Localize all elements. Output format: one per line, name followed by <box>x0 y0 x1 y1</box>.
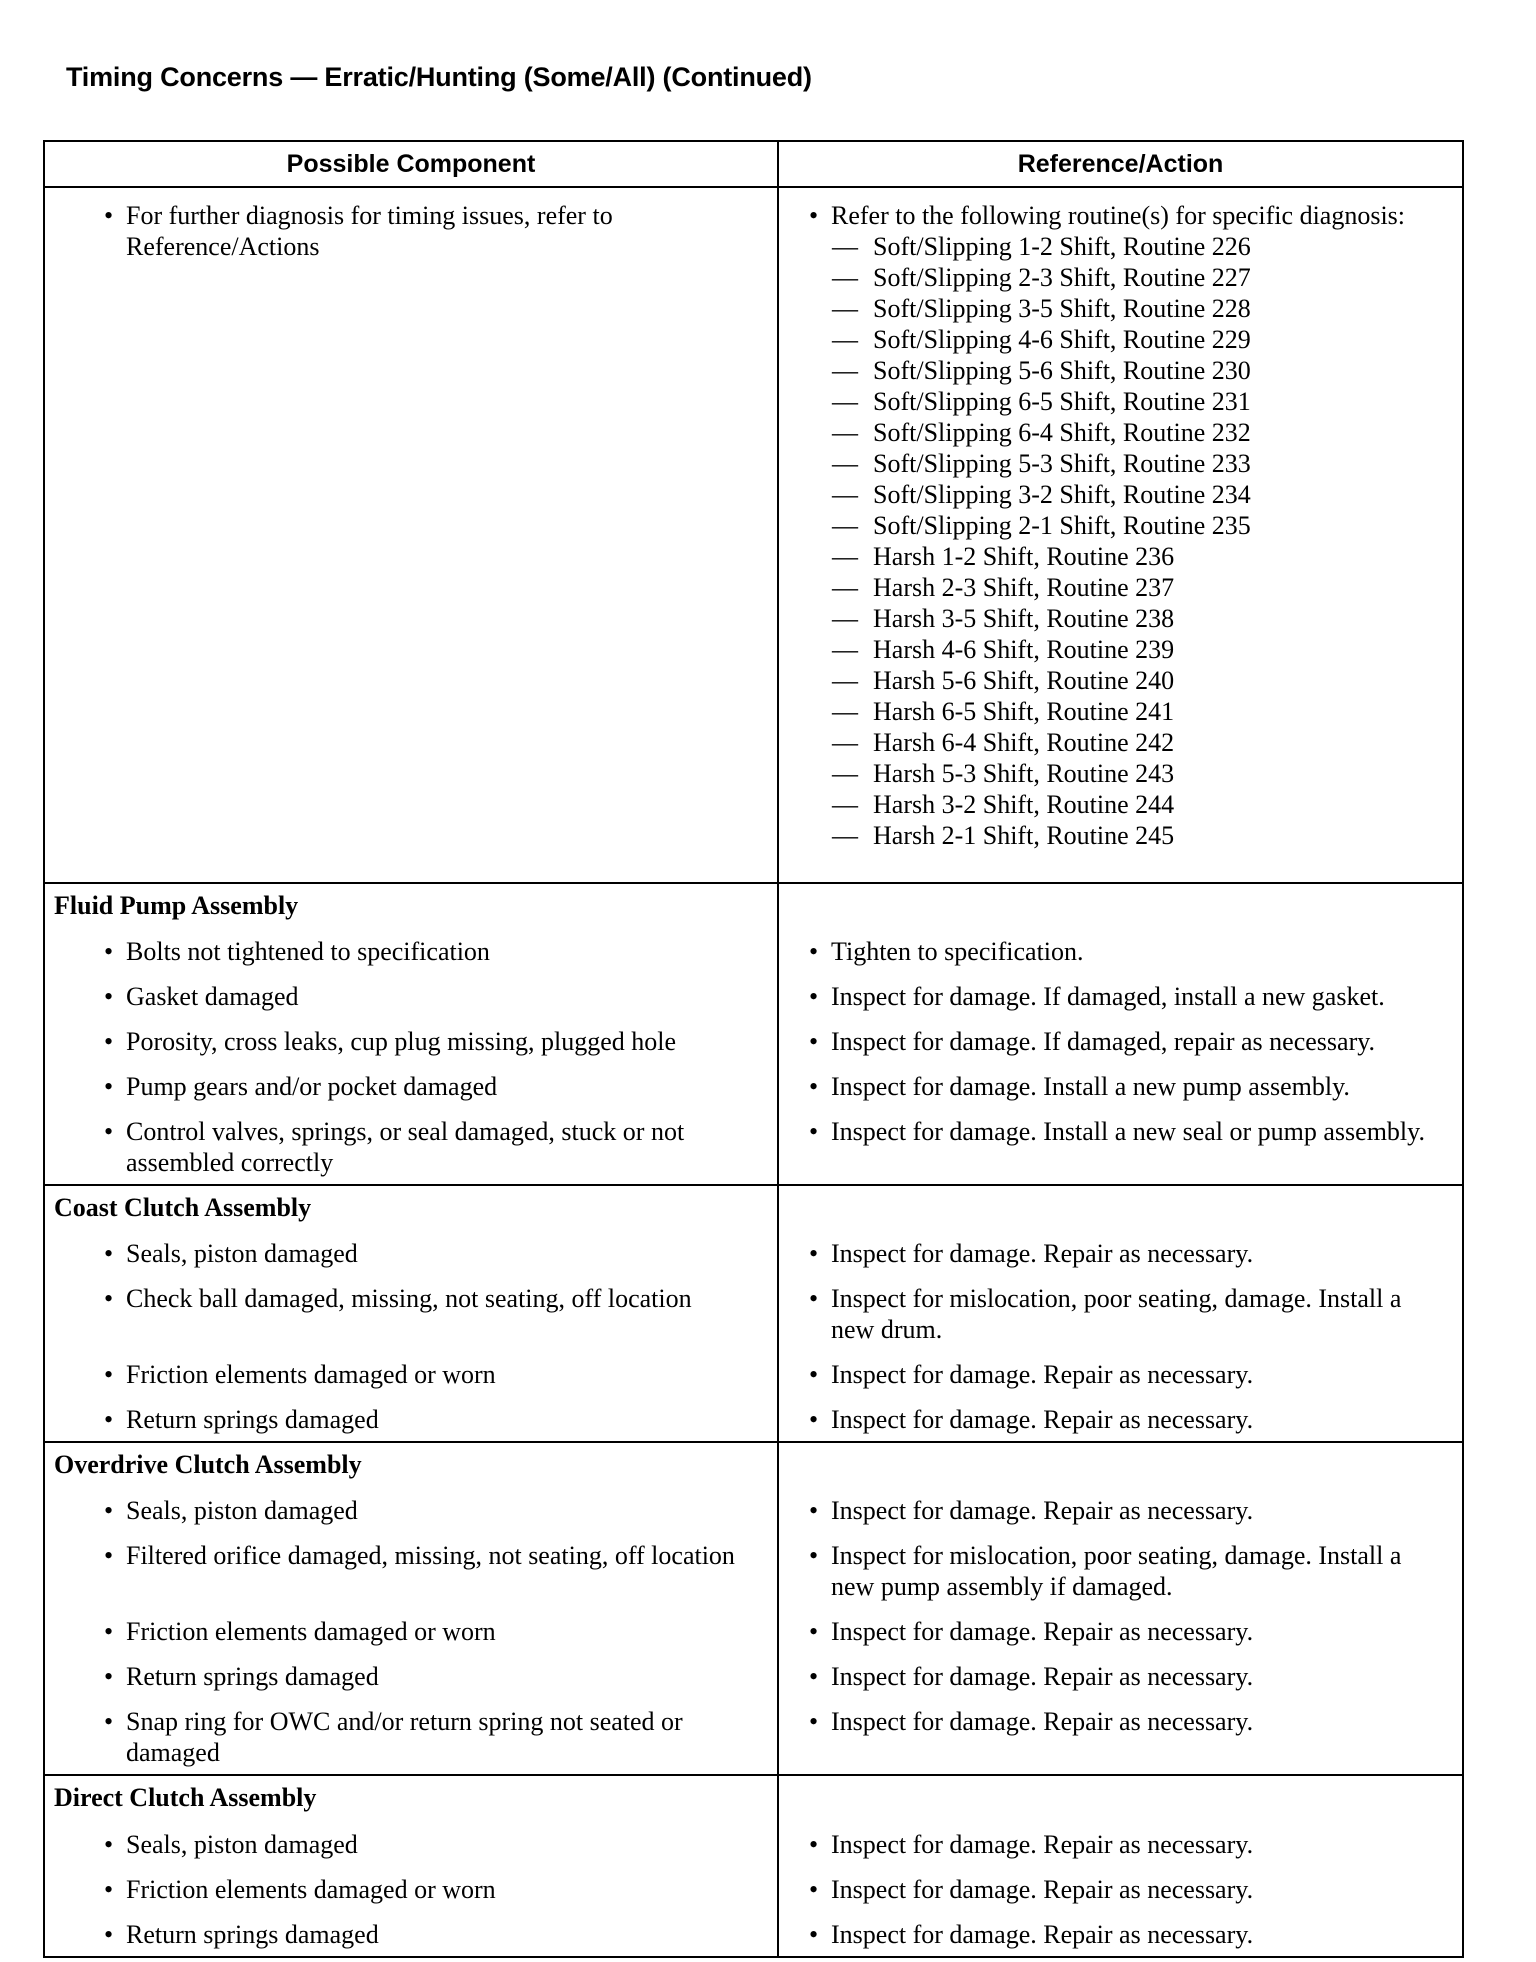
routine-link: — Soft/Slipping 5-3 Shift, Routine 233 <box>779 448 1448 479</box>
component-group <box>45 884 1462 1186</box>
intro-component: • For further diagnosis for timing issues, refer to Reference/Actions <box>45 194 763 262</box>
routine-link: — Soft/Slipping 2-3 Shift, Routine 227 <box>779 262 1448 293</box>
reference-action: • Inspect for damage. Repair as necessary. <box>779 1602 1462 1647</box>
intro-action: • Refer to the following routine(s) for specific diagnosis: <box>779 194 1448 231</box>
possible-component: • Friction elements damaged or worn <box>45 1602 777 1647</box>
reference-action: • Inspect for damage. Repair as necessary. <box>779 1647 1462 1692</box>
group-title: Overdrive Clutch Assembly <box>45 1443 779 1481</box>
column-header-component: Possible Component <box>45 142 779 186</box>
reference-action: • Inspect for damage. Repair as necessary. <box>779 1345 1462 1390</box>
reference-action: • Inspect for damage. Repair as necessary. <box>779 1860 1462 1905</box>
possible-component: • Bolts not tightened to specification <box>45 922 777 967</box>
routine-link: — Harsh 4-6 Shift, Routine 239 <box>779 634 1448 665</box>
routine-link: — Harsh 6-4 Shift, Routine 242 <box>779 727 1448 758</box>
routine-link: — Soft/Slipping 2-1 Shift, Routine 235 <box>779 510 1448 541</box>
possible-component: • Porosity, cross leaks, cup plug missing, plugged hole <box>45 1012 777 1057</box>
possible-component: • Return springs damaged <box>45 1905 777 1950</box>
reference-action: • Inspect for damage. Repair as necessary. <box>779 1815 1462 1860</box>
reference-action: • Inspect for damage. Repair as necessary. <box>779 1390 1462 1435</box>
possible-component: • Pump gears and/or pocket damaged <box>45 1057 777 1102</box>
routine-link: — Harsh 2-1 Shift, Routine 245 <box>779 820 1448 851</box>
routine-list <box>779 231 1448 851</box>
routine-link: — Soft/Slipping 6-4 Shift, Routine 232 <box>779 417 1448 448</box>
reference-action: • Inspect for damage. Install a new seal or pump assembly. <box>779 1102 1462 1147</box>
routine-link: — Harsh 6-5 Shift, Routine 241 <box>779 696 1448 727</box>
component-group <box>45 1186 1462 1443</box>
reference-action: • Inspect for damage. Repair as necessary. <box>779 1905 1462 1950</box>
routine-link: — Harsh 5-6 Shift, Routine 240 <box>779 665 1448 696</box>
possible-component: • Snap ring for OWC and/or return spring not seated or damaged <box>45 1692 777 1768</box>
routine-link: — Soft/Slipping 3-5 Shift, Routine 228 <box>779 293 1448 324</box>
component-group <box>45 1776 1462 1956</box>
routine-link: — Soft/Slipping 4-6 Shift, Routine 229 <box>779 324 1448 355</box>
routine-link: — Harsh 5-3 Shift, Routine 243 <box>779 758 1448 789</box>
intro-row <box>45 188 1462 884</box>
routine-link: — Harsh 1-2 Shift, Routine 236 <box>779 541 1448 572</box>
reference-action: • Inspect for mislocation, poor seating, damage. Install a new drum. <box>779 1269 1462 1345</box>
routine-link: — Harsh 2-3 Shift, Routine 237 <box>779 572 1448 603</box>
routine-link: — Soft/Slipping 5-6 Shift, Routine 230 <box>779 355 1448 386</box>
possible-component: • Control valves, springs, or seal damaged, stuck or not assembled correctly <box>45 1102 777 1178</box>
column-header-action: Reference/Action <box>1017 149 1224 178</box>
possible-component: • Seals, piston damaged <box>45 1815 777 1860</box>
table-header <box>45 142 1462 188</box>
group-title: Direct Clutch Assembly <box>45 1776 779 1815</box>
reference-action: • Tighten to specification. <box>779 922 1462 967</box>
reference-action: • Inspect for mislocation, poor seating, damage. Install a new pump assembly if damaged. <box>779 1526 1462 1602</box>
possible-component: • Friction elements damaged or worn <box>45 1345 777 1390</box>
group-title: Fluid Pump Assembly <box>45 884 779 922</box>
reference-action: • Inspect for damage. If damaged, repair as necessary. <box>779 1012 1462 1057</box>
reference-action: • Inspect for damage. Repair as necessary. <box>779 1224 1462 1269</box>
routine-link: — Harsh 3-5 Shift, Routine 238 <box>779 603 1448 634</box>
routine-link: — Soft/Slipping 1-2 Shift, Routine 226 <box>779 231 1448 262</box>
possible-component: • Seals, piston damaged <box>45 1481 777 1526</box>
reference-action: • Inspect for damage. If damaged, install a new gasket. <box>779 967 1462 1012</box>
component-group <box>45 1443 1462 1776</box>
routine-link: — Harsh 3-2 Shift, Routine 244 <box>779 789 1448 820</box>
possible-component: • Filtered orifice damaged, missing, not seating, off location <box>45 1526 777 1571</box>
reference-action: • Inspect for damage. Install a new pump assembly. <box>779 1057 1462 1102</box>
possible-component: • Return springs damaged <box>45 1647 777 1692</box>
reference-action: • Inspect for damage. Repair as necessary. <box>779 1481 1462 1526</box>
page-title: Timing Concerns — Erratic/Hunting (Some/All) (Continued) <box>66 62 812 92</box>
routine-link: — Soft/Slipping 6-5 Shift, Routine 231 <box>779 386 1448 417</box>
group-title: Coast Clutch Assembly <box>45 1186 779 1224</box>
possible-component: • Check ball damaged, missing, not seating, off location <box>45 1269 777 1314</box>
possible-component: • Return springs damaged <box>45 1390 777 1435</box>
possible-component: • Gasket damaged <box>45 967 777 1012</box>
possible-component: • Seals, piston damaged <box>45 1224 777 1269</box>
diagnosis-table <box>43 140 1464 1958</box>
possible-component: • Friction elements damaged or worn <box>45 1860 777 1905</box>
reference-action: • Inspect for damage. Repair as necessary. <box>779 1692 1462 1737</box>
routine-link: — Soft/Slipping 3-2 Shift, Routine 234 <box>779 479 1448 510</box>
